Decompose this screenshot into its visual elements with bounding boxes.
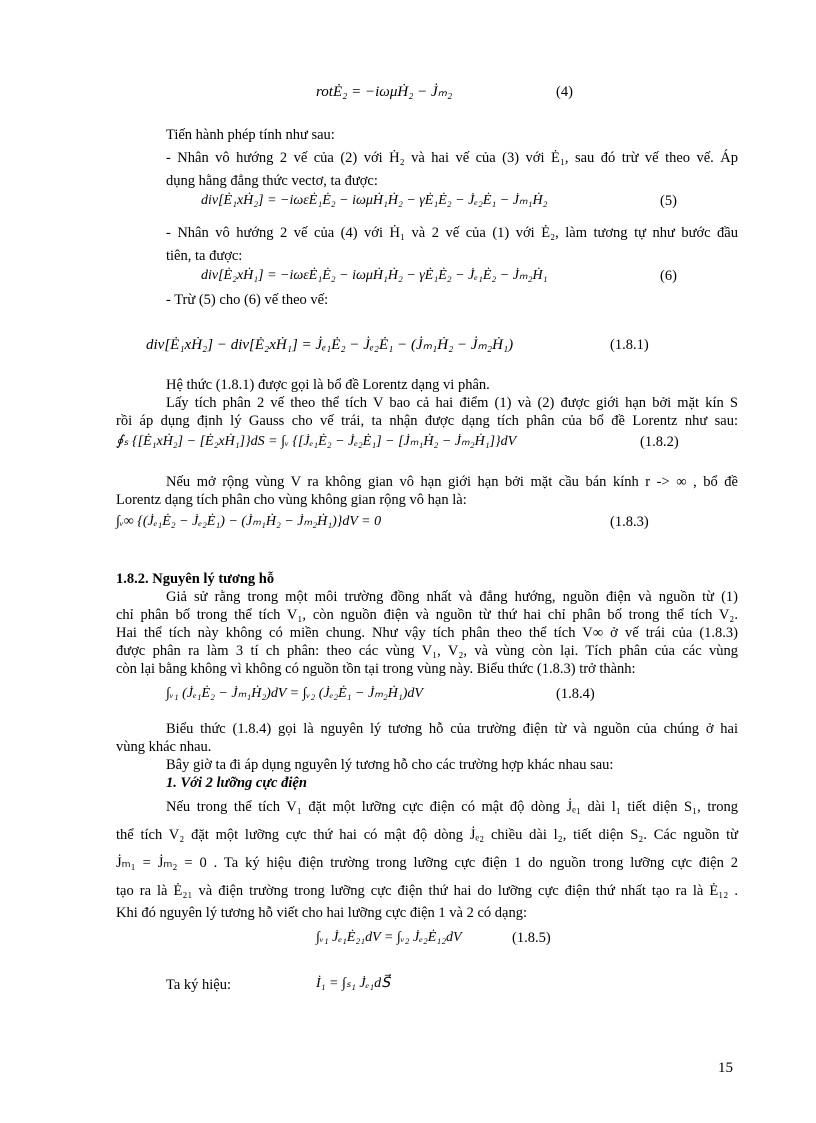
equation-5: div[Ė₁xḢ₂] = −iωεĖ₁Ė₂ − iωμḢ₁Ḣ₂ − γĖ₁Ė₂ − J̇ₑ₂Ė₁ − J̇ₘ₁Ḣ₂ — [201, 193, 548, 208]
text-line: rồi áp dụng định lý Gauss cho vế trái, ta nhận được dạng tích phân của bổ đề Lorentz như sau: — [116, 413, 738, 429]
text-line: tạo ra là Ė₂₁ và điện trường trong lưỡng cực điện thứ hai do lưỡng cực điện thứ nhất tạo ra là Ė₁₂ . — [116, 883, 738, 899]
equation-6-number: (6) — [660, 268, 677, 284]
text-line: còn lại bằng không vì không có nguồn tồn tại trong vùng này. Biểu thức (1.8.3) trở thành: — [116, 661, 636, 677]
text-line: thể tích V₂ đặt một lưỡng cực thứ hai có mật độ dòng J̇ₑ₂ chiều dài l₂, tiết diện S₂. Các nguồn từ — [116, 827, 738, 843]
equation-1-8-3: ∫ᵥ∞ {(J̇ₑ₁Ė₂ − J̇ₑ₂Ė₁) − (J̇ₘ₁Ḣ₂ − J̇ₘ₂Ḣ₁)}dV = 0 — [116, 514, 382, 529]
text-line: Ta ký hiệu: — [166, 977, 232, 993]
equation-4: rotĖ₂ = −iωμḢ₂ − J̇ₘ₂ — [316, 84, 453, 100]
section-heading: 1.8.2. Nguyên lý tương hỗ — [116, 571, 275, 587]
text-line: J̇ₘ₁ = J̇ₘ₂ = 0 . Ta ký hiệu điện trường trong lưỡng cực điện 1 do nguồn trong lưỡng cực điện 2 — [116, 855, 738, 871]
equation-current-I1: İ₁ = ∫ₛ₁ J̇ₑ₁dS⃗ — [316, 976, 391, 991]
equation-1-8-2: ∮ₛ {[Ė₁xḢ₂] − [Ė₂xḢ₁]}dS = ∫ᵥ {[J̇ₑ₁Ė₂ − J̇ₑ₂Ė₁] − [J̇ₘ₁Ḣ₂ − J̇ₘ₂Ḣ₁]}dV — [116, 434, 517, 449]
equation-1-8-4: ∫ᵥ₁ (J̇ₑ₁Ė₂ − J̇ₘ₁Ḣ₂)dV = ∫ᵥ₂ (J̇ₑ₂Ė₁ − J̇ₘ₂Ḣ₁)dV — [166, 686, 423, 701]
text-line: - Trừ (5) cho (6) vế theo vế: — [166, 292, 329, 308]
text-line: vùng khác nhau. — [116, 739, 212, 755]
text-line: Bây giờ ta đi áp dụng nguyên lý tương hỗ cho các trường hợp khác nhau sau: — [166, 757, 614, 773]
text-line: tiên, ta được: — [166, 248, 243, 264]
equation-4-number: (4) — [556, 84, 573, 100]
text-line: chỉ phân bố trong thể tích V₁, còn nguồn điện và nguồn từ thứ hai chỉ phân bố trong thể tích V₂. — [116, 607, 738, 623]
text-line: Hai thể tích này không có miền chung. Như vậy tích phân theo thể tích V∞ ở vế trái của (1.8.3) — [116, 625, 738, 641]
text-line: Lấy tích phân 2 vế theo thể tích V bao cả hai điểm (1) và (2) được giới hạn bởi mặt kín S — [166, 395, 738, 411]
equation-5-number: (5) — [660, 193, 677, 209]
equation-1-8-5-number: (1.8.5) — [512, 930, 551, 946]
text-line: - Nhân vô hướng 2 vế của (2) với Ḣ₂ và hai vế của (3) với Ė₁, sau đó trừ vế theo vế. Áp — [166, 150, 738, 166]
equation-1-8-2-number: (1.8.2) — [640, 434, 679, 450]
text-line: Hệ thức (1.8.1) được gọi là bổ đề Lorentz dạng vi phân. — [166, 377, 490, 393]
text-line: dụng hằng đẳng thức vectơ, ta được: — [166, 173, 378, 189]
text-line: Giả sử rằng trong một môi trường đồng nhất và đẳng hướng, nguồn điện và nguồn từ (1) — [166, 589, 738, 605]
text-line: Tiến hành phép tính như sau: — [166, 127, 335, 143]
text-line: Khi đó nguyên lý tương hỗ viết cho hai lưỡng cực điện 1 và 2 có dạng: — [116, 905, 527, 921]
text-line: Nếu mở rộng vùng V ra không gian vô hạn giới hạn bởi mặt cầu bán kính r -> ∞ , bổ đề — [166, 474, 738, 490]
text-line: được phân ra làm 3 tí ch phân: theo các vùng V₁, V₂, và vùng còn lại. Tích phân của các vùng — [116, 643, 738, 659]
equation-1-8-1: div[Ė₁xḢ₂] − div[Ė₂xḢ₁] = J̇ₑ₁Ė₂ − J̇ₑ₂Ė₁ − (J̇ₘ₁Ḣ₂ − J̇ₘ₂Ḣ₁) — [146, 337, 514, 353]
text-line: Biểu thức (1.8.4) gọi là nguyên lý tương hỗ của trường điện từ và nguồn của chúng ở hai — [166, 721, 738, 737]
equation-1-8-5: ∫ᵥ₁ J̇ₑ₁Ė₂₁dV = ∫ᵥ₂ J̇ₑ₂Ė₁₂dV — [316, 930, 462, 945]
page-number: 15 — [718, 1060, 733, 1076]
equation-1-8-3-number: (1.8.3) — [610, 514, 649, 530]
text-line: Nếu trong thể tích V₁ đặt một lưỡng cực điện có mật độ dòng J̇ₑ₁ dài l₁ tiết diện S₁, trong — [166, 799, 738, 815]
subheading: 1. Với 2 lưỡng cực điện — [166, 775, 307, 791]
text-line: - Nhân vô hướng 2 vế của (4) với Ḣ₁ và 2 vế của (1) với Ė₂, làm tương tự như bước đầu — [166, 225, 738, 241]
equation-1-8-1-number: (1.8.1) — [610, 337, 649, 353]
text-line: Lorentz dạng tích phân cho vùng không gian rộng vô hạn là: — [116, 492, 467, 508]
equation-1-8-4-number: (1.8.4) — [556, 686, 595, 702]
equation-6: div[Ė₂xḢ₁] = −iωεĖ₁Ė₂ − iωμḢ₁Ḣ₂ − γĖ₁Ė₂ − J̇ₑ₁Ė₂ − J̇ₘ₂Ḣ₁ — [201, 268, 548, 283]
